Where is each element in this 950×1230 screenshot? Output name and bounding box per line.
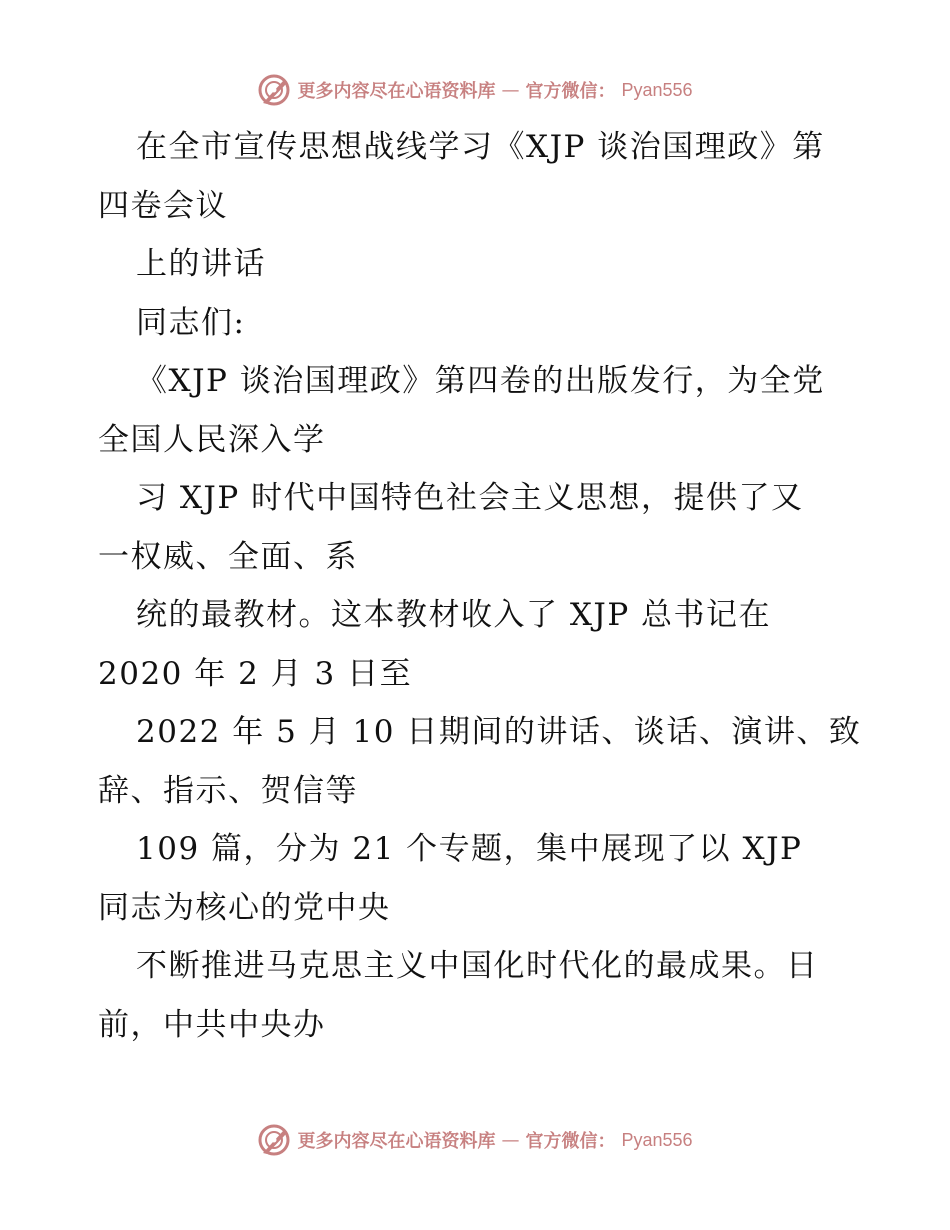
text-line: 2022 年 5 月 10 日期间的讲话、谈话、演讲、致 [136,714,862,750]
text-line: 2020 年 2 月 3 日至 [98,655,413,692]
text-line: 同志们: [136,304,246,341]
text-line: 109 篇，分为 21 个专题，集中展现了以 XJP [136,831,803,867]
text-line: 四卷会议 [98,187,228,224]
watermark-contact-label: 官方微信： [525,81,616,102]
quill-logo-icon [257,1123,291,1157]
text-line: 不断推进马克思主义中国化时代化的最成果。日 [136,948,819,984]
watermark-text: 更多内容尽在心语资料库 [297,1131,496,1152]
text-line: 一权威、全面、系 [98,538,358,575]
document-body [98,118,862,1054]
header-watermark [0,70,950,110]
watermark-contact-id: Pyan556 [621,1129,693,1150]
text-line: 全国人民深入学 [98,421,326,458]
quill-logo-icon [257,73,291,107]
text-line: 同志为核心的党中央 [98,889,391,926]
watermark-separator: — [501,79,520,101]
text-line: 上的讲话 [136,246,266,282]
watermark-text: 更多内容尽在心语资料库 [297,81,496,102]
text-line: 统的最教材。这本教材收入了 XJP 总书记在 [136,597,772,633]
text-line: 在全市宣传思想战线学习《XJP 谈治国理政》第 [136,129,825,165]
watermark-separator: — [501,1129,520,1151]
watermark-contact-label: 官方微信： [525,1131,616,1152]
text-line: 辞、指示、贺信等 [98,772,358,809]
watermark-contact-id: Pyan556 [621,79,693,100]
text-line: 习 XJP 时代中国特色社会主义思想，提供了又 [136,480,804,516]
text-line: 《XJP 谈治国理政》第四卷的出版发行，为全党 [136,363,825,399]
text-line: 前，中共中央办 [98,1006,326,1043]
footer-watermark [0,1120,950,1160]
